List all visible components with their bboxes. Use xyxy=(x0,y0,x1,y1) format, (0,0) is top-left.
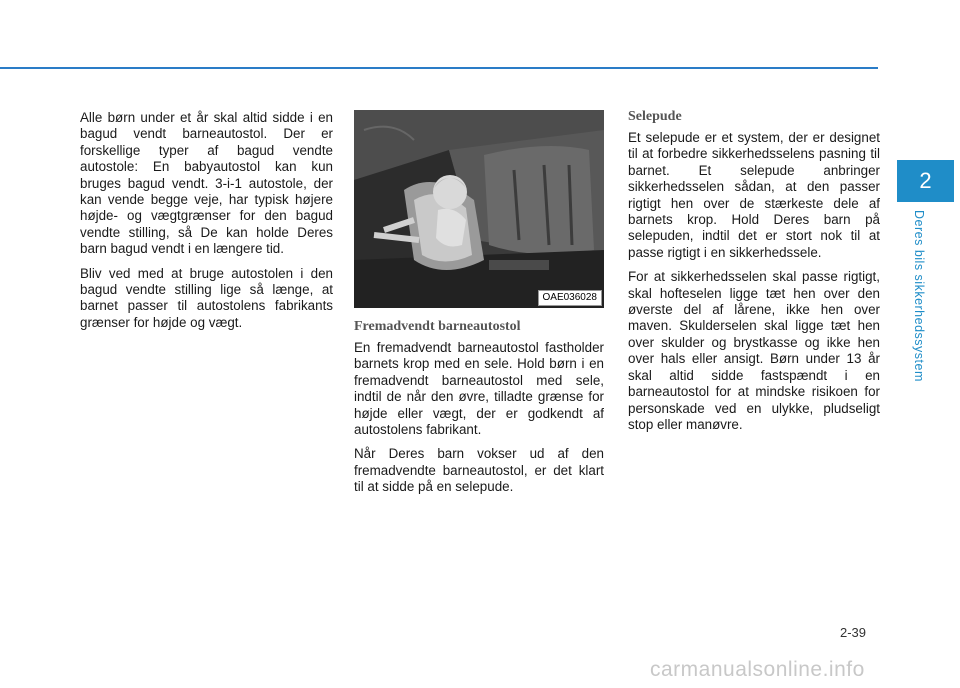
middle-column xyxy=(354,110,604,504)
paragraph: Bliv ved med at bruge autostolen i den bagud vendte stilling lige så længe, at barnet passer til autostolens fabrikants grænser for højde og vægt. xyxy=(80,265,333,330)
car-interior-drawing xyxy=(354,110,604,308)
chapter-number-tab: 2 xyxy=(897,160,954,202)
section-heading: Selepude xyxy=(628,109,682,124)
paragraph: For at sikkerhedsselen skal passe rigtigt, skal hofteselen ligge tæt hen over den øverste del af lårene, ikke hen over maven. Skulderselen skal ligge tæt hen over skulder og brystkasse og ikke hen over hals eller ansigt. Børn under 13 år skal altid sidde fastspændt i en barneautostol for at mindske risikoen for personskade ved en ulykke, pludseligt stop eller manøvre. xyxy=(628,269,880,432)
right-column xyxy=(628,108,880,441)
paragraph: Alle børn under et år skal altid sidde i en bagud vendt barneautostol. Der er forskellige typer af bagud vendte autostole: En babyautostol kan kun bruges bagud vendt. 3-i-1 autostole, der kan vende begge veje, har typisk højere højde- og vægtgrænser for den bagud vendte stilling, så De kan holde Deres barn bagud vendt i en længere tid. xyxy=(80,110,333,257)
paragraph: Et selepude er et system, der er designet til at forbedre sikkerhedsselens pasning til barnet. Et selepude anbringer sikkerhedsselen sådan, at den passer rigtigt hen over de stærkeste dele af barnets krop. Hold Deres barn på selepuden, indtil det er stort nok til at passe rigtigt i en sikkerhedssele. xyxy=(628,130,880,260)
left-column xyxy=(80,110,333,339)
header-rule xyxy=(0,67,878,69)
chapter-title: Deres bils sikkerhedssystem xyxy=(912,210,926,382)
paragraph: Når Deres barn vokser ud af den fremadvendte barneautostol, er det klart til at sidde på en selepude. xyxy=(354,446,604,495)
figure-code: OAE036028 xyxy=(538,290,603,306)
watermark: carmanualsonline.info xyxy=(650,658,865,681)
paragraph: En fremadvendt barneautostol fastholder barnets krop med en sele. Hold børn i en fremadvendt barneautostol med sele, indtil de når den øvre, tilladte grænse for højde eller vægt, der er godkendt af autostolens fabrikant. xyxy=(354,340,604,438)
child-seat-illustration xyxy=(354,110,604,308)
page-number: 2-39 xyxy=(840,625,867,640)
section-heading: Fremadvendt barneautostol xyxy=(354,319,521,334)
